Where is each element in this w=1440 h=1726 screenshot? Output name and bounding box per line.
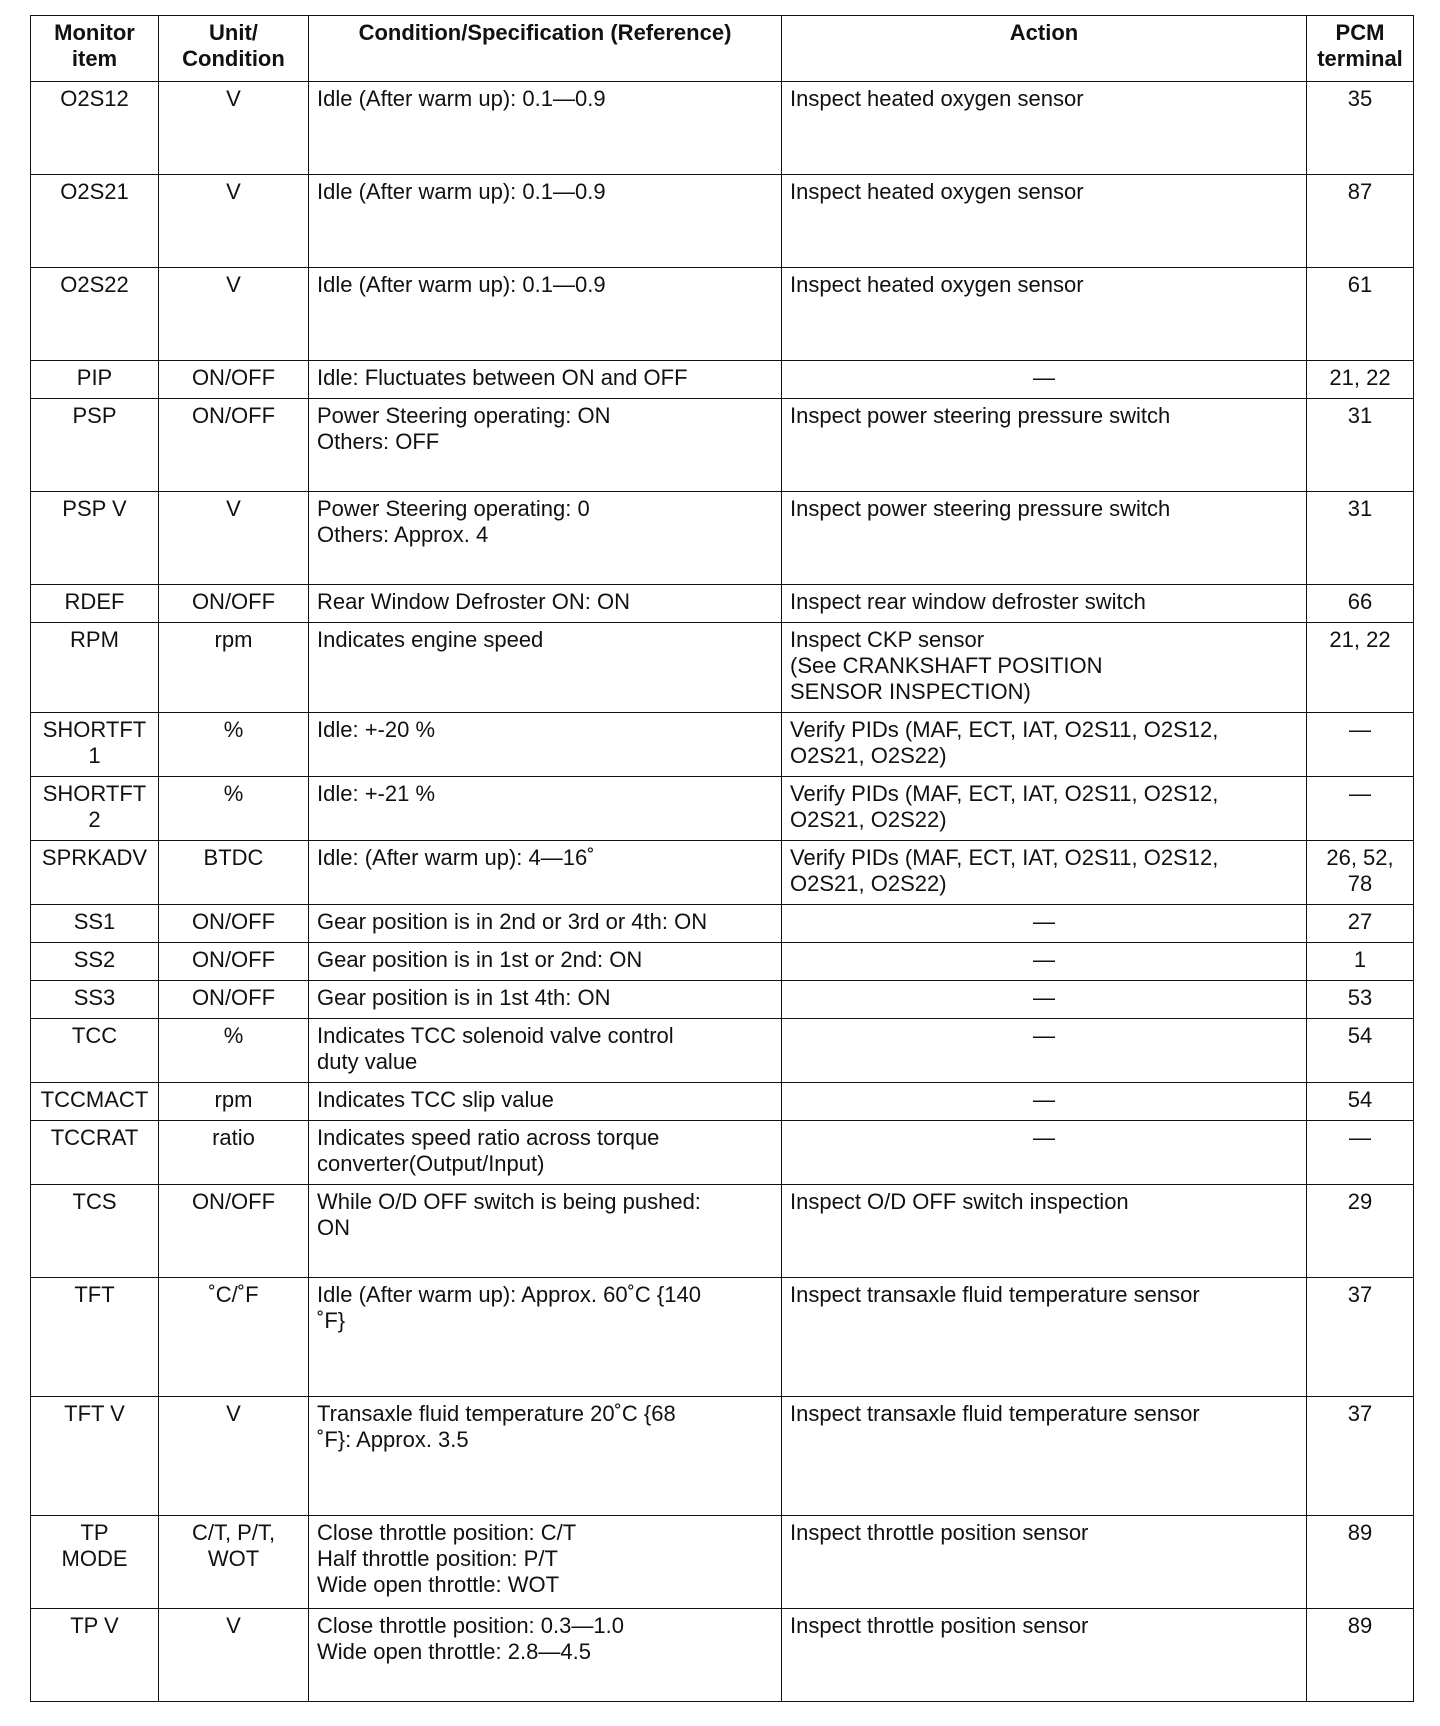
cell-action: Inspect throttle position sensor bbox=[782, 1516, 1307, 1609]
cell-condition: While O/D OFF switch is being pushed: ON bbox=[309, 1185, 782, 1278]
cell-terminal: 89 bbox=[1307, 1609, 1414, 1702]
cell-condition: Close throttle position: 0.3—1.0 Wide open throttle: 2.8—4.5 bbox=[309, 1609, 782, 1702]
table-row bbox=[31, 585, 1414, 623]
cell-item: PSP V bbox=[31, 492, 159, 585]
cell-action: — bbox=[782, 943, 1307, 981]
spec-page bbox=[30, 15, 1413, 1702]
cell-condition: Idle: +-20 % bbox=[309, 713, 782, 777]
table-row bbox=[31, 1516, 1414, 1609]
cell-action: Inspect heated oxygen sensor bbox=[782, 82, 1307, 175]
cell-item: TP V bbox=[31, 1609, 159, 1702]
cell-item: PIP bbox=[31, 361, 159, 399]
cell-item: TFT V bbox=[31, 1397, 159, 1516]
table-row bbox=[31, 1278, 1414, 1397]
table-row bbox=[31, 623, 1414, 713]
cell-unit: ON/OFF bbox=[159, 943, 309, 981]
cell-item: TFT bbox=[31, 1278, 159, 1397]
cell-action: Inspect transaxle fluid temperature sensor bbox=[782, 1397, 1307, 1516]
cell-action: Verify PIDs (MAF, ECT, IAT, O2S11, O2S12, O2S21, O2S22) bbox=[782, 713, 1307, 777]
cell-action: — bbox=[782, 361, 1307, 399]
cell-condition: Idle (After warm up): 0.1—0.9 bbox=[309, 175, 782, 268]
cell-terminal: 54 bbox=[1307, 1083, 1414, 1121]
cell-condition: Close throttle position: C/T Half throttle position: P/T Wide open throttle: WOT bbox=[309, 1516, 782, 1609]
cell-unit: ON/OFF bbox=[159, 1185, 309, 1278]
cell-action: Inspect heated oxygen sensor bbox=[782, 268, 1307, 361]
cell-terminal: — bbox=[1307, 713, 1414, 777]
cell-terminal: 37 bbox=[1307, 1278, 1414, 1397]
cell-unit: ON/OFF bbox=[159, 361, 309, 399]
cell-unit: rpm bbox=[159, 1083, 309, 1121]
cell-terminal: 31 bbox=[1307, 492, 1414, 585]
header-condition-spec: Condition/Specification (Reference) bbox=[309, 16, 782, 82]
table-row bbox=[31, 82, 1414, 175]
cell-terminal: 21, 22 bbox=[1307, 361, 1414, 399]
cell-condition: Idle (After warm up): 0.1—0.9 bbox=[309, 268, 782, 361]
cell-action: — bbox=[782, 1083, 1307, 1121]
cell-item: RPM bbox=[31, 623, 159, 713]
cell-action: Inspect power steering pressure switch bbox=[782, 492, 1307, 585]
cell-item: SHORTFT 2 bbox=[31, 777, 159, 841]
table-row bbox=[31, 1185, 1414, 1278]
cell-item: SS3 bbox=[31, 981, 159, 1019]
cell-item: RDEF bbox=[31, 585, 159, 623]
cell-condition: Rear Window Defroster ON: ON bbox=[309, 585, 782, 623]
cell-action: Inspect heated oxygen sensor bbox=[782, 175, 1307, 268]
cell-terminal: 27 bbox=[1307, 905, 1414, 943]
table-row bbox=[31, 841, 1414, 905]
cell-condition: Gear position is in 1st or 2nd: ON bbox=[309, 943, 782, 981]
cell-unit: ON/OFF bbox=[159, 399, 309, 492]
cell-action: Inspect O/D OFF switch inspection bbox=[782, 1185, 1307, 1278]
cell-item: TCC bbox=[31, 1019, 159, 1083]
cell-unit: V bbox=[159, 82, 309, 175]
cell-unit: rpm bbox=[159, 623, 309, 713]
cell-unit: ON/OFF bbox=[159, 905, 309, 943]
cell-terminal: 61 bbox=[1307, 268, 1414, 361]
cell-action: Inspect CKP sensor (See CRANKSHAFT POSITION SENSOR INSPECTION) bbox=[782, 623, 1307, 713]
cell-action: Verify PIDs (MAF, ECT, IAT, O2S11, O2S12, O2S21, O2S22) bbox=[782, 777, 1307, 841]
cell-action: Inspect throttle position sensor bbox=[782, 1609, 1307, 1702]
cell-item: SPRKADV bbox=[31, 841, 159, 905]
cell-terminal: 37 bbox=[1307, 1397, 1414, 1516]
table-body bbox=[31, 82, 1414, 1702]
cell-item: TCCMACT bbox=[31, 1083, 159, 1121]
table-row bbox=[31, 361, 1414, 399]
cell-condition: Transaxle fluid temperature 20˚C {68 ˚F}: Approx. 3.5 bbox=[309, 1397, 782, 1516]
cell-terminal: 31 bbox=[1307, 399, 1414, 492]
cell-terminal: 1 bbox=[1307, 943, 1414, 981]
header-action: Action bbox=[782, 16, 1307, 82]
table-row bbox=[31, 713, 1414, 777]
cell-item: SS1 bbox=[31, 905, 159, 943]
cell-item: TCCRAT bbox=[31, 1121, 159, 1185]
cell-terminal: — bbox=[1307, 777, 1414, 841]
cell-action: — bbox=[782, 981, 1307, 1019]
cell-condition: Power Steering operating: 0 Others: Approx. 4 bbox=[309, 492, 782, 585]
cell-unit: V bbox=[159, 175, 309, 268]
cell-action: — bbox=[782, 905, 1307, 943]
table-row bbox=[31, 1121, 1414, 1185]
table-row bbox=[31, 1019, 1414, 1083]
cell-terminal: 26, 52, 78 bbox=[1307, 841, 1414, 905]
cell-unit: ON/OFF bbox=[159, 981, 309, 1019]
cell-terminal: 89 bbox=[1307, 1516, 1414, 1609]
monitor-spec-table bbox=[30, 15, 1414, 1702]
cell-unit: % bbox=[159, 713, 309, 777]
cell-unit: ON/OFF bbox=[159, 585, 309, 623]
cell-action: Verify PIDs (MAF, ECT, IAT, O2S11, O2S12, O2S21, O2S22) bbox=[782, 841, 1307, 905]
cell-unit: ˚C/˚F bbox=[159, 1278, 309, 1397]
cell-unit: ratio bbox=[159, 1121, 309, 1185]
cell-unit: V bbox=[159, 268, 309, 361]
cell-unit: V bbox=[159, 492, 309, 585]
table-row bbox=[31, 905, 1414, 943]
cell-item: SS2 bbox=[31, 943, 159, 981]
table-row bbox=[31, 1609, 1414, 1702]
cell-terminal: 35 bbox=[1307, 82, 1414, 175]
cell-condition: Power Steering operating: ON Others: OFF bbox=[309, 399, 782, 492]
cell-terminal: 21, 22 bbox=[1307, 623, 1414, 713]
cell-terminal: 87 bbox=[1307, 175, 1414, 268]
cell-item: O2S12 bbox=[31, 82, 159, 175]
cell-unit: V bbox=[159, 1397, 309, 1516]
cell-item: TP MODE bbox=[31, 1516, 159, 1609]
cell-condition: Idle: Fluctuates between ON and OFF bbox=[309, 361, 782, 399]
cell-action: — bbox=[782, 1019, 1307, 1083]
cell-condition: Gear position is in 1st 4th: ON bbox=[309, 981, 782, 1019]
table-row bbox=[31, 1397, 1414, 1516]
cell-action: Inspect power steering pressure switch bbox=[782, 399, 1307, 492]
cell-action: — bbox=[782, 1121, 1307, 1185]
cell-condition: Idle (After warm up): Approx. 60˚C {140 ˚F} bbox=[309, 1278, 782, 1397]
table-row bbox=[31, 175, 1414, 268]
cell-item: O2S21 bbox=[31, 175, 159, 268]
cell-action: Inspect rear window defroster switch bbox=[782, 585, 1307, 623]
table-row bbox=[31, 981, 1414, 1019]
cell-terminal: 66 bbox=[1307, 585, 1414, 623]
cell-terminal: 53 bbox=[1307, 981, 1414, 1019]
cell-condition: Idle (After warm up): 0.1—0.9 bbox=[309, 82, 782, 175]
cell-item: O2S22 bbox=[31, 268, 159, 361]
cell-unit: C/T, P/T, WOT bbox=[159, 1516, 309, 1609]
cell-terminal: 54 bbox=[1307, 1019, 1414, 1083]
table-row bbox=[31, 492, 1414, 585]
table-row bbox=[31, 1083, 1414, 1121]
cell-unit: % bbox=[159, 1019, 309, 1083]
cell-action: Inspect transaxle fluid temperature sensor bbox=[782, 1278, 1307, 1397]
cell-condition: Indicates TCC solenoid valve control duty value bbox=[309, 1019, 782, 1083]
cell-condition: Indicates TCC slip value bbox=[309, 1083, 782, 1121]
table-row bbox=[31, 268, 1414, 361]
cell-unit: % bbox=[159, 777, 309, 841]
cell-condition: Indicates speed ratio across torque converter(Output/Input) bbox=[309, 1121, 782, 1185]
cell-condition: Indicates engine speed bbox=[309, 623, 782, 713]
cell-item: PSP bbox=[31, 399, 159, 492]
cell-item: SHORTFT 1 bbox=[31, 713, 159, 777]
header-unit-condition: Unit/ Condition bbox=[159, 16, 309, 82]
cell-terminal: — bbox=[1307, 1121, 1414, 1185]
cell-unit: BTDC bbox=[159, 841, 309, 905]
header-pcm-terminal: PCM terminal bbox=[1307, 16, 1414, 82]
cell-condition: Idle: (After warm up): 4—16˚ bbox=[309, 841, 782, 905]
cell-unit: V bbox=[159, 1609, 309, 1702]
cell-condition: Idle: +-21 % bbox=[309, 777, 782, 841]
table-row bbox=[31, 399, 1414, 492]
cell-condition: Gear position is in 2nd or 3rd or 4th: ON bbox=[309, 905, 782, 943]
cell-item: TCS bbox=[31, 1185, 159, 1278]
cell-terminal: 29 bbox=[1307, 1185, 1414, 1278]
header-monitor-item: Monitor item bbox=[31, 16, 159, 82]
table-row bbox=[31, 943, 1414, 981]
header-row bbox=[31, 16, 1414, 82]
table-row bbox=[31, 777, 1414, 841]
